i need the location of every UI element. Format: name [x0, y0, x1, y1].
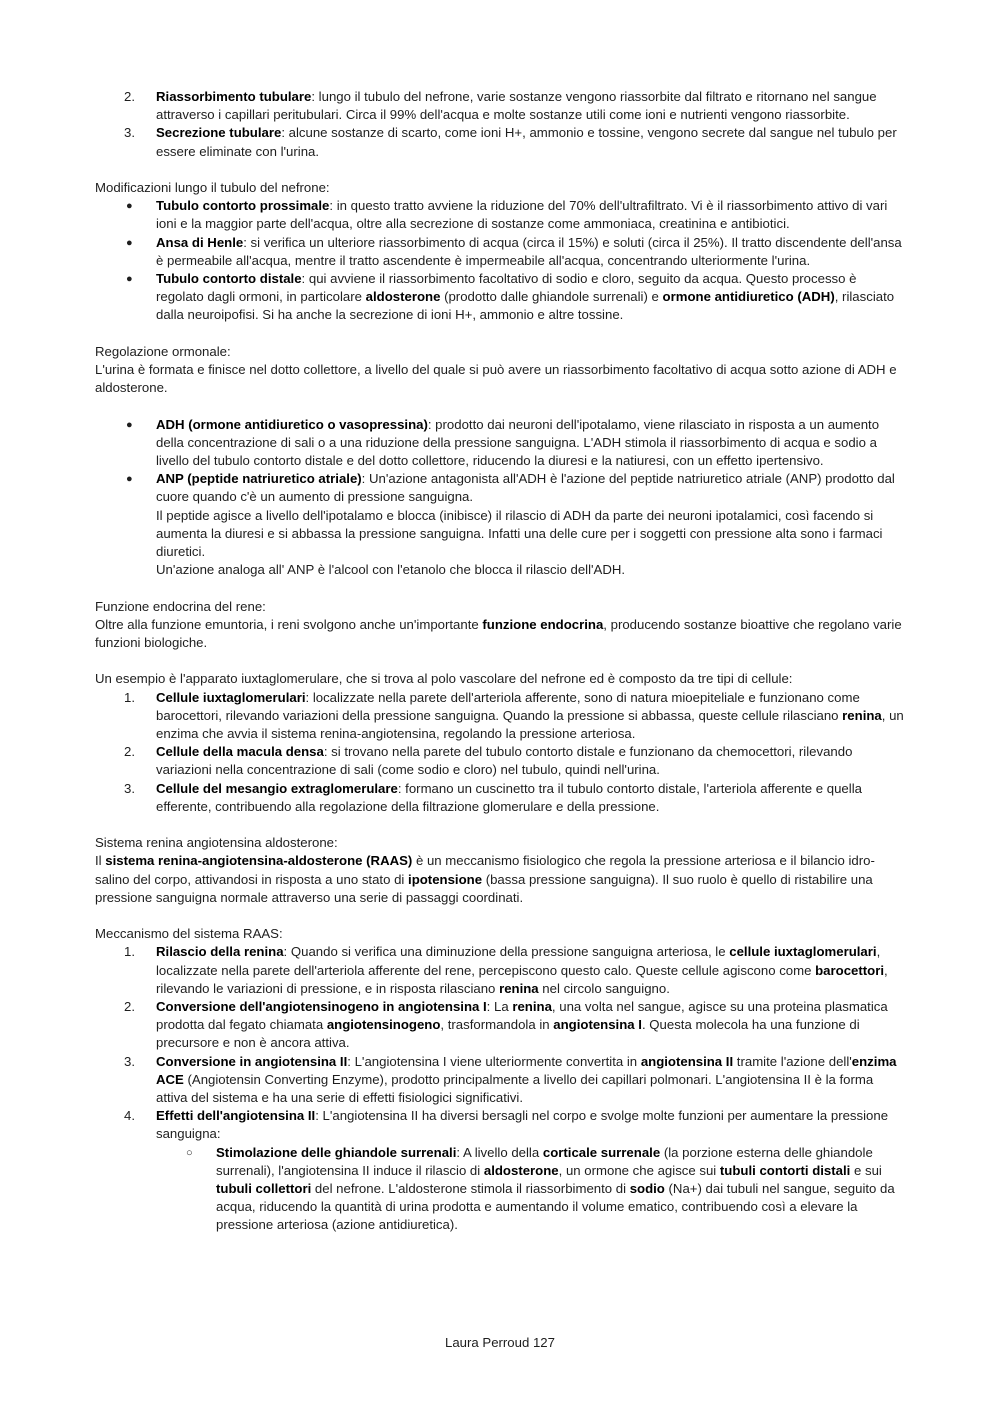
page-footer: Laura Perroud 127 — [445, 1335, 555, 1350]
text-run: (la porzione esterna delle ghiandole surrenali), l'angiotensina II induce il rilascio di — [216, 1144, 873, 1178]
bold-term: Cellule della macula densa — [156, 744, 324, 760]
item-body: : lungo il tubulo del nefrone, varie sostanze vengono riassorbite dal filtrato e ritornano nel sangue attraverso i capillari peritubulari. Circa il 99% dell'acqua e molte sostanze utili come ioni e nutrienti vengono riassorbite. — [156, 89, 877, 123]
text-run: , localizzate nella parete dell'arteriola afferente del rene, percepiscono questo calo. Queste cellule agiscono come — [156, 944, 881, 978]
text-run: Oltre alla funzione emuntoria, i reni svolgono anche un'importante — [95, 616, 483, 632]
list-item-text — [156, 998, 905, 1053]
bold-term: Rilascio della renina — [156, 944, 284, 960]
list-item — [95, 197, 905, 233]
text-run: , un enzima che avvia il sistema renina-angiotensina, regolando la pressione arteriosa. — [156, 707, 904, 742]
text-run: : La — [486, 999, 513, 1015]
meccanismo-sublist — [95, 1144, 905, 1235]
text-run: Il — [95, 853, 106, 869]
bold-term: tubuli contorti distali — [719, 1162, 851, 1178]
text-run: : Quando si verifica una diminuzione della pressione sanguigna arteriosa, le — [283, 944, 730, 960]
bold-term: ANP (peptide natriuretico atriale) — [156, 471, 362, 487]
text-run: è un meccanismo fisiologico che regola la pressione arteriosa e il bilancio idro-salino del corpo, attivandosi in risposta a uno stato di — [95, 853, 875, 887]
bold-term: funzione endocrina — [482, 616, 604, 632]
bold-term: ormone antidiuretico (ADH) — [662, 289, 835, 305]
text-run: , trasformandola in — [440, 1017, 554, 1033]
meccanismo-list — [95, 943, 905, 1143]
cellule-list — [95, 689, 905, 816]
list-item-text — [156, 1107, 905, 1143]
text-run: : localizzate nella parete dell'arteriola afferente, sono di natura mioepiteliale e funzionano come barocettori, rilevando variazioni della pressione sanguigna. Quando la pressione si abbassa, queste cellule rilasciano — [156, 689, 860, 723]
text-run: , rilasciato dalla neuroipofisi. Si ha anche la secrezione di ioni H+, ammonio e altre tossine. — [156, 289, 895, 323]
bold-term: renina — [842, 707, 882, 723]
list-item — [95, 1107, 905, 1143]
list-item — [95, 780, 905, 816]
list-item-text — [156, 689, 905, 744]
endocrina-paragraph — [95, 616, 905, 652]
list-item-text — [156, 234, 905, 270]
list-item — [95, 234, 905, 270]
section-heading-regolazione: Regolazione ormonale: — [95, 343, 231, 359]
bold-term: Conversione dell'angiotensinogeno in angiotensina I — [156, 999, 487, 1015]
list-item — [95, 1053, 905, 1108]
list-item — [95, 88, 905, 124]
bold-term: tubuli collettori — [216, 1181, 312, 1197]
bold-term: corticale surrenale — [542, 1144, 661, 1160]
list-number: 3. — [124, 780, 135, 796]
bold-term: Ansa di Henle — [156, 234, 244, 250]
text-run: del nefrone. L'aldosterone stimola il riassorbimento di — [311, 1181, 630, 1197]
iuxtaglomerulare-paragraph: Un esempio è l'apparato iuxtaglomerulare, che si trova al polo vascolare del nefrone ed è composto da tre tipi di cellule: — [95, 671, 793, 687]
text-run: : si trovano nella parete del tubulo contorto distale e funzionano da chemocettori, rilevando variazioni nella concentrazione di sali (come sodio e cloro) nel tubulo, quindi nell'urina. — [156, 744, 853, 778]
bold-term: Tubulo contorto prossimale — [156, 198, 330, 214]
list-item-text — [156, 743, 905, 779]
bold-term: angiotensina II — [640, 1053, 734, 1069]
section-heading-raas: Sistema renina angiotensina aldosterone: — [95, 835, 338, 851]
bullet-marker: ● — [126, 273, 133, 286]
bold-term: ADH (ormone antidiuretico o vasopressina) — [156, 416, 428, 432]
list-item-text — [156, 270, 905, 325]
bold-term: enzima ACE — [156, 1053, 897, 1087]
text-run: : L'angiotensina II ha diversi bersagli nel corpo e svolge molte funzioni per aumentare la pressione sanguigna: — [156, 1108, 889, 1142]
text-run: (Angiotensin Converting Enzyme), prodotto principalmente a livello dei capillari polmonari. L'angiotensina II è la forma attiva del sistema e ha una serie di effetti fisiologici significativi. — [156, 1071, 874, 1106]
list-item-text — [216, 1144, 905, 1235]
text-run: (prodotto dalle ghiandole surrenali) e — [440, 289, 663, 305]
list-number: 2. — [124, 89, 135, 104]
list-number: 1. — [124, 689, 135, 705]
text-run: (bassa pressione sanguigna). Il suo ruolo è quello di ristabilire una pressione sanguigna normale attraverso una serie di passaggi coordinati. — [95, 871, 873, 905]
list-item — [95, 470, 905, 579]
text-run: nel circolo sanguigno. — [538, 980, 670, 996]
list-number: 3. — [124, 125, 135, 141]
bold-term: Cellule iuxtaglomerulari — [156, 689, 306, 705]
bold-term: cellule iuxtaglomerulari — [729, 944, 877, 960]
bullet-marker: ● — [126, 200, 133, 213]
bold-term: sodio — [629, 1181, 665, 1197]
list-number: 4. — [124, 1108, 135, 1124]
regolazione-list — [95, 416, 905, 580]
text-run: : Un'azione antagonista all'ADH è l'azione del peptide natriuretico atriale (ANP) prodotto dal cuore quando c'è un aumento di pressione sanguigna. — [156, 471, 895, 505]
list-item-text — [156, 124, 905, 160]
item-title: Secrezione tubulare — [156, 125, 282, 141]
text-run: : qui avviene il riassorbimento facoltativo di sodio e cloro, seguito da acqua. Questo processo è regolato dagli ormoni, in particolare — [156, 271, 857, 305]
text-run: : formano un cuscinetto tra il tubulo contorto distale, l'arteriola afferente e quella efferente, contribuendo alla regolazione della filtrazione glomerulare e della pressione. — [156, 780, 862, 814]
bold-term: aldosterone — [365, 289, 441, 305]
text-run: : si verifica un ulteriore riassorbimento di acqua (circa il 15%) e soluti (circa il 25%). Il tratto discendente dell'ansa è permeabile all'acqua, mentre il tratto ascendente è impermeabile all'acqua, concentrando ulteriormente l'urina. — [156, 234, 902, 268]
raas-paragraph — [95, 852, 905, 907]
list-number: 3. — [124, 1053, 135, 1069]
bold-term: sistema renina-angiotensina-aldosterone (RAAS) — [105, 853, 413, 869]
bullet-marker: ○ — [186, 1146, 193, 1159]
bold-term: renina — [512, 999, 552, 1015]
list-item — [95, 943, 905, 998]
list-number: 1. — [124, 944, 135, 960]
bold-term: Effetti dell'angiotensina II — [156, 1108, 316, 1124]
list-item — [95, 416, 905, 471]
list-item — [95, 270, 905, 325]
list-item-text — [156, 780, 905, 816]
text-run: tramite l'azione dell' — [733, 1053, 852, 1069]
text-run: : L'angiotensina I viene ulteriormente convertita in — [347, 1053, 641, 1069]
list-item — [95, 743, 905, 779]
item-title: Riassorbimento tubulare — [156, 89, 312, 104]
text-run: (Na+) dai tubuli nel sangue, seguito da acqua, riducendo la quantità di urina prodotta e aumentando il volume ematico, contribuendo così a elevare la pressione arteriosa (azione antidiuretica). — [216, 1181, 895, 1233]
list-item — [95, 124, 905, 160]
list-item-continuation: Il peptide agisce a livello dell'ipotalamo e blocca (inibisce) il rilascio di ADH da parte dei neuroni ipotalamici, così facendo si aumenta la diuresi e si abbassa la pressione sanguigna. Infatti una delle cure per i soggetti con pressione alta sono i farmaci diuretici. — [156, 507, 883, 560]
text-run: : prodotto dai neuroni dell'ipotalamo, viene rilasciato in risposta a un aumento della concentrazione di sali o a una riduzione della pressione sanguigna. L'ADH stimola il riassorbimento di acqua e sodio a livello del tubulo contorto distale e del dotto collettore, riducendo la diuresi e la natiuresi, con un effetto ipertensivo. — [156, 416, 880, 469]
list-item-text — [156, 197, 905, 233]
bold-term: renina — [499, 980, 539, 996]
section-heading-modificazioni: Modificazioni lungo il tubulo del nefrone: — [95, 180, 330, 195]
list-item-text — [156, 943, 905, 998]
text-run: , un ormone che agisce sui — [558, 1162, 720, 1178]
bold-term: Tubulo contorto distale — [156, 271, 302, 287]
list-item-text — [156, 470, 905, 506]
document-page — [95, 88, 905, 1235]
section-heading-endocrina: Funzione endocrina del rene: — [95, 598, 266, 614]
section-heading-meccanismo: Meccanismo del sistema RAAS: — [95, 926, 283, 942]
bold-term: barocettori — [815, 962, 885, 978]
regolazione-paragraph: L'urina è formata e finisce nel dotto collettore, a livello del quale si può avere un riassorbimento facoltativo di acqua sotto azione di ADH e aldosterone. — [95, 362, 897, 396]
bold-term: aldosterone — [483, 1162, 559, 1178]
list-item — [95, 998, 905, 1053]
list-number: 2. — [124, 744, 135, 760]
bullet-marker: ● — [126, 236, 133, 249]
bold-term: Conversione in angiotensina II — [156, 1053, 348, 1069]
text-run: , una volta nel sangue, agisce su una proteina plasmatica prodotta dal fegato chiamata — [156, 999, 888, 1033]
item-body: : alcune sostanze di scarto, come ioni H+, ammonio e tossine, vengono secrete dal sangue nel tubulo per essere eliminate con l'urina. — [156, 125, 897, 159]
text-run: , producendo sostanze bioattive che regolano varie funzioni biologiche. — [95, 616, 902, 651]
bullet-marker: ● — [126, 473, 133, 486]
text-run: , rilevando le variazioni di pressione, e in risposta rilasciano — [156, 962, 888, 996]
text-run: : A livello della — [456, 1144, 543, 1160]
bullet-marker: ● — [126, 418, 133, 431]
bold-term: ipotensione — [408, 871, 483, 887]
list-item-text — [156, 416, 905, 471]
filtration-steps-list — [95, 88, 905, 161]
list-item-text — [156, 1053, 905, 1108]
bold-term: Stimolazione delle ghiandole surrenali — [216, 1144, 457, 1160]
list-item-continuation: Un'azione analoga all' ANP è l'alcool con l'etanolo che blocca il rilascio dell'ADH. — [156, 562, 626, 578]
bold-term: angiotensina I — [553, 1017, 642, 1033]
text-run: : in questo tratto avviene la riduzione del 70% dell'ultrafiltrato. Vi è il riassorbimento attivo di vari ioni e la maggior parte dell'acqua, oltre alla secrezione di sostanze come ammoniaca, creatinina e antibiotici. — [156, 198, 888, 232]
bold-term: Cellule del mesangio extraglomerulare — [156, 780, 398, 796]
list-item-text — [156, 88, 905, 124]
list-item — [95, 689, 905, 744]
list-number: 2. — [124, 999, 135, 1015]
sub-list-item — [95, 1144, 905, 1235]
text-run: . Questa molecola ha una funzione di precursore e non è ancora attiva. — [156, 1017, 860, 1051]
text-run: e sui — [850, 1162, 882, 1178]
bold-term: angiotensinogeno — [326, 1017, 441, 1033]
modificazioni-list — [95, 197, 905, 324]
